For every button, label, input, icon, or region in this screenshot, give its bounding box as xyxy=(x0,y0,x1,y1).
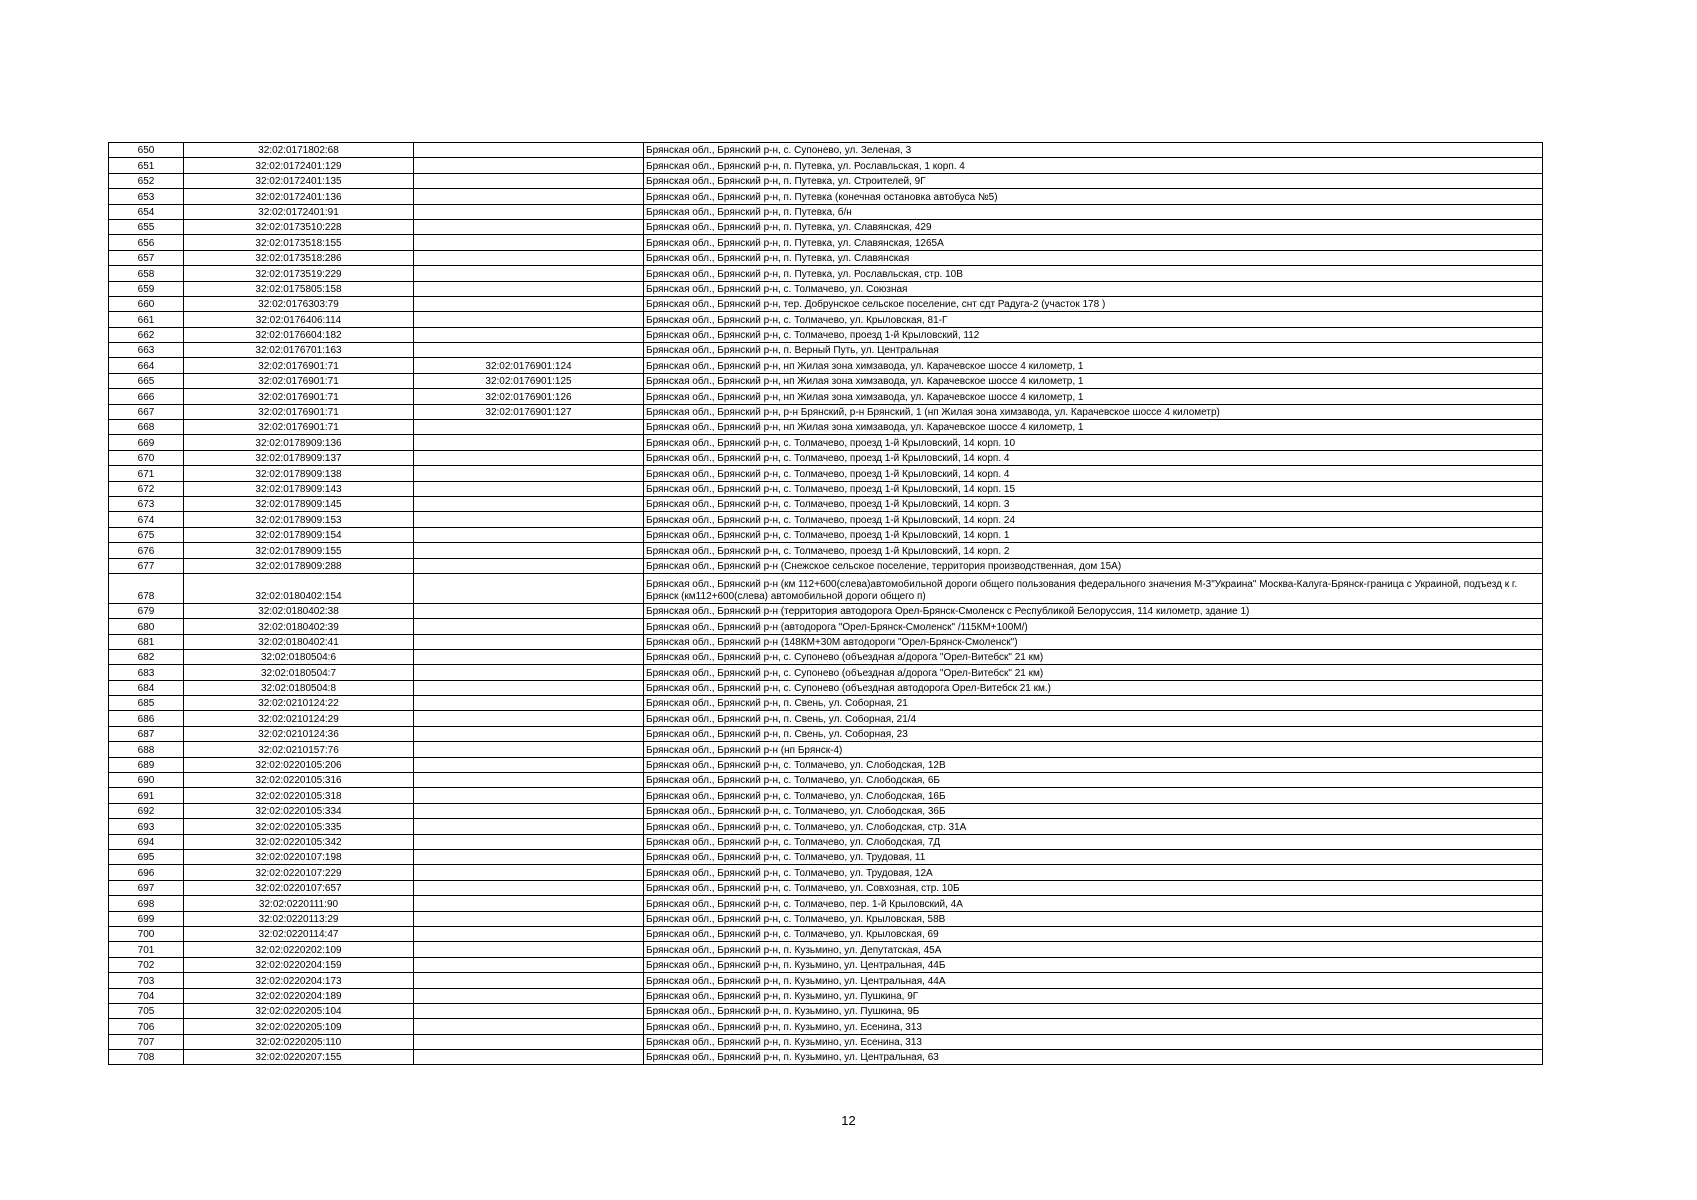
row-number-cell: 669 xyxy=(109,435,184,450)
row-number-cell: 670 xyxy=(109,450,184,465)
table-row xyxy=(109,742,1543,757)
sub-cadastral-number-cell xyxy=(414,143,644,158)
sub-cadastral-number-cell: 32:02:0176901:125 xyxy=(414,373,644,388)
table-row xyxy=(109,343,1543,358)
sub-cadastral-number-cell xyxy=(414,942,644,957)
cadastral-number-cell: 32:02:0176901:71 xyxy=(184,404,414,419)
address-cell: Брянская обл., Брянский р-н, п. Путевка, ул. Рославльская, стр. 10В xyxy=(644,266,1543,281)
sub-cadastral-number-cell xyxy=(414,312,644,327)
address-cell: Брянская обл., Брянский р-н, с. Толмачево, ул. Слободская, стр. 31А xyxy=(644,819,1543,834)
address-cell: Брянская обл., Брянский р-н, с. Супонево (объездная а/дорога "Орел-Витебск" 21 км) xyxy=(644,665,1543,680)
row-number-cell: 695 xyxy=(109,849,184,864)
cadastral-number-cell: 32:02:0178909:143 xyxy=(184,481,414,496)
cadastral-number-cell: 32:02:0220205:104 xyxy=(184,1003,414,1018)
table-row xyxy=(109,496,1543,511)
cadastral-number-cell: 32:02:0220105:316 xyxy=(184,773,414,788)
table-row xyxy=(109,573,1543,603)
address-cell: Брянская обл., Брянский р-н, с. Толмачево, ул. Трудовая, 11 xyxy=(644,849,1543,864)
address-cell: Брянская обл., Брянский р-н, нп Жилая зона химзавода, ул. Карачевское шоссе 4 километр, 1 xyxy=(644,373,1543,388)
cadastral-number-cell: 32:02:0220204:173 xyxy=(184,973,414,988)
address-cell: Брянская обл., Брянский р-н, п. Кузьмино, ул. Центральная, 44Б xyxy=(644,957,1543,972)
sub-cadastral-number-cell xyxy=(414,849,644,864)
table-row xyxy=(109,481,1543,496)
address-cell: Брянская обл., Брянский р-н, с. Толмачево, ул. Слободская, 6Б xyxy=(644,773,1543,788)
cadastral-number-cell: 32:02:0172401:129 xyxy=(184,158,414,173)
table-row xyxy=(109,896,1543,911)
row-number-cell: 655 xyxy=(109,219,184,234)
row-number-cell: 665 xyxy=(109,373,184,388)
cadastral-number-cell: 32:02:0220107:198 xyxy=(184,849,414,864)
table-row xyxy=(109,389,1543,404)
address-cell: Брянская обл., Брянский р-н, п. Путевка, ул. Рославльская, 1 корп. 4 xyxy=(644,158,1543,173)
cadastral-number-cell: 32:02:0176901:71 xyxy=(184,358,414,373)
row-number-cell: 699 xyxy=(109,911,184,926)
sub-cadastral-number-cell xyxy=(414,527,644,542)
sub-cadastral-number-cell xyxy=(414,496,644,511)
row-number-cell: 688 xyxy=(109,742,184,757)
address-cell: Брянская обл., Брянский р-н, п. Свень, ул. Соборная, 21 xyxy=(644,696,1543,711)
cadastral-number-cell: 32:02:0178909:154 xyxy=(184,527,414,542)
table-row xyxy=(109,680,1543,695)
address-cell: Брянская обл., Брянский р-н, п. Путевка, ул. Славянская xyxy=(644,250,1543,265)
row-number-cell: 687 xyxy=(109,726,184,741)
cadastral-number-cell: 32:02:0178909:136 xyxy=(184,435,414,450)
row-number-cell: 703 xyxy=(109,973,184,988)
cadastral-number-cell: 32:02:0172401:136 xyxy=(184,189,414,204)
cadastral-number-cell: 32:02:0220204:159 xyxy=(184,957,414,972)
row-number-cell: 691 xyxy=(109,788,184,803)
table-row xyxy=(109,957,1543,972)
sub-cadastral-number-cell xyxy=(414,296,644,311)
sub-cadastral-number-cell xyxy=(414,450,644,465)
table-row xyxy=(109,988,1543,1003)
cadastral-number-cell: 32:02:0172401:91 xyxy=(184,204,414,219)
table-row xyxy=(109,942,1543,957)
table-row xyxy=(109,189,1543,204)
address-cell: Брянская обл., Брянский р-н, нп Жилая зона химзавода, ул. Карачевское шоссе 4 километр, 1 xyxy=(644,358,1543,373)
sub-cadastral-number-cell xyxy=(414,696,644,711)
address-cell: Брянская обл., Брянский р-н, с. Толмачево, ул. Крыловская, 58В xyxy=(644,911,1543,926)
address-cell: Брянская обл., Брянский р-н, п. Путевка, ул. Славянская, 1265А xyxy=(644,235,1543,250)
table-row xyxy=(109,173,1543,188)
cadastral-number-cell: 32:02:0210157:76 xyxy=(184,742,414,757)
address-cell: Брянская обл., Брянский р-н, с. Толмачево, проезд 1-й Крыловский, 112 xyxy=(644,327,1543,342)
table-row xyxy=(109,865,1543,880)
sub-cadastral-number-cell xyxy=(414,235,644,250)
sub-cadastral-number-cell xyxy=(414,1019,644,1034)
cadastral-number-cell: 32:02:0173518:155 xyxy=(184,235,414,250)
table-row xyxy=(109,543,1543,558)
row-number-cell: 700 xyxy=(109,926,184,941)
sub-cadastral-number-cell xyxy=(414,281,644,296)
sub-cadastral-number-cell xyxy=(414,896,644,911)
sub-cadastral-number-cell xyxy=(414,158,644,173)
table-row xyxy=(109,696,1543,711)
sub-cadastral-number-cell xyxy=(414,1050,644,1065)
row-number-cell: 685 xyxy=(109,696,184,711)
row-number-cell: 651 xyxy=(109,158,184,173)
row-number-cell: 690 xyxy=(109,773,184,788)
address-cell: Брянская обл., Брянский р-н, п. Путевка, б/н xyxy=(644,204,1543,219)
sub-cadastral-number-cell: 32:02:0176901:126 xyxy=(414,389,644,404)
table-row xyxy=(109,158,1543,173)
sub-cadastral-number-cell xyxy=(414,911,644,926)
row-number-cell: 650 xyxy=(109,143,184,158)
row-number-cell: 706 xyxy=(109,1019,184,1034)
row-number-cell: 664 xyxy=(109,358,184,373)
address-cell: Брянская обл., Брянский р-н, п. Кузьмино, ул. Центральная, 44А xyxy=(644,973,1543,988)
row-number-cell: 672 xyxy=(109,481,184,496)
sub-cadastral-number-cell xyxy=(414,204,644,219)
cadastral-number-cell: 32:02:0180402:41 xyxy=(184,634,414,649)
address-cell: Брянская обл., Брянский р-н, с. Толмачево, проезд 1-й Крыловский, 14 корп. 4 xyxy=(644,450,1543,465)
address-cell: Брянская обл., Брянский р-н, п. Кузьмино, ул. Есенина, 313 xyxy=(644,1019,1543,1034)
cadastral-number-cell: 32:02:0220105:342 xyxy=(184,834,414,849)
cadastral-number-cell: 32:02:0210124:22 xyxy=(184,696,414,711)
address-cell: Брянская обл., Брянский р-н (нп Брянск-4) xyxy=(644,742,1543,757)
row-number-cell: 666 xyxy=(109,389,184,404)
table-row xyxy=(109,773,1543,788)
row-number-cell: 656 xyxy=(109,235,184,250)
row-number-cell: 708 xyxy=(109,1050,184,1065)
row-number-cell: 652 xyxy=(109,173,184,188)
address-cell: Брянская обл., Брянский р-н, п. Кузьмино, ул. Есенина, 313 xyxy=(644,1034,1543,1049)
address-cell: Брянская обл., Брянский р-н, п. Кузьмино, ул. Пушкина, 9Б xyxy=(644,1003,1543,1018)
sub-cadastral-number-cell xyxy=(414,726,644,741)
address-cell: Брянская обл., Брянский р-н, с. Супонево (объездная а/дорога "Орел-Витебск" 21 км) xyxy=(644,649,1543,664)
row-number-cell: 689 xyxy=(109,757,184,772)
sub-cadastral-number-cell xyxy=(414,173,644,188)
table-row xyxy=(109,1003,1543,1018)
address-cell: Брянская обл., Брянский р-н, с. Толмачево, проезд 1-й Крыловский, 14 корп. 2 xyxy=(644,543,1543,558)
sub-cadastral-number-cell xyxy=(414,543,644,558)
cadastral-number-cell: 32:02:0220105:335 xyxy=(184,819,414,834)
cadastral-number-cell: 32:02:0210124:29 xyxy=(184,711,414,726)
table-row xyxy=(109,757,1543,772)
address-cell: Брянская обл., Брянский р-н, с. Толмачево, ул. Слободская, 7Д xyxy=(644,834,1543,849)
table-row xyxy=(109,219,1543,234)
row-number-cell: 654 xyxy=(109,204,184,219)
sub-cadastral-number-cell xyxy=(414,926,644,941)
table-row xyxy=(109,726,1543,741)
sub-cadastral-number-cell xyxy=(414,327,644,342)
sub-cadastral-number-cell xyxy=(414,343,644,358)
row-number-cell: 701 xyxy=(109,942,184,957)
table-row xyxy=(109,973,1543,988)
table-row xyxy=(109,450,1543,465)
sub-cadastral-number-cell xyxy=(414,957,644,972)
cadastral-number-cell: 32:02:0176303:79 xyxy=(184,296,414,311)
cadastral-number-cell: 32:02:0220105:318 xyxy=(184,788,414,803)
sub-cadastral-number-cell xyxy=(414,819,644,834)
table-row xyxy=(109,788,1543,803)
row-number-cell: 682 xyxy=(109,649,184,664)
table-row xyxy=(109,619,1543,634)
cadastral-number-cell: 32:02:0180402:39 xyxy=(184,619,414,634)
cadastral-number-cell: 32:02:0173519:229 xyxy=(184,266,414,281)
address-cell: Брянская обл., Брянский р-н (148КМ+30М автодороги "Орел-Брянск-Смоленск") xyxy=(644,634,1543,649)
table-row xyxy=(109,512,1543,527)
row-number-cell: 659 xyxy=(109,281,184,296)
cadastral-number-cell: 32:02:0173518:286 xyxy=(184,250,414,265)
cadastral-number-cell: 32:02:0220105:206 xyxy=(184,757,414,772)
table-row xyxy=(109,1050,1543,1065)
sub-cadastral-number-cell xyxy=(414,420,644,435)
row-number-cell: 705 xyxy=(109,1003,184,1018)
row-number-cell: 667 xyxy=(109,404,184,419)
address-cell: Брянская обл., Брянский р-н (территория автодорога Орел-Брянск-Смоленск с Республикой Белоруссия, 114 километр, здание 1) xyxy=(644,603,1543,618)
address-cell: Брянская обл., Брянский р-н, с. Толмачево, ул. Совхозная, стр. 10Б xyxy=(644,880,1543,895)
row-number-cell: 668 xyxy=(109,420,184,435)
table-row xyxy=(109,880,1543,895)
row-number-cell: 697 xyxy=(109,880,184,895)
cadastral-number-cell: 32:02:0220105:334 xyxy=(184,803,414,818)
sub-cadastral-number-cell xyxy=(414,880,644,895)
address-cell: Брянская обл., Брянский р-н, с. Толмачево, проезд 1-й Крыловский, 14 корп. 4 xyxy=(644,466,1543,481)
address-cell: Брянская обл., Брянский р-н (автодорога "Орел-Брянск-Смоленск" /115КМ+100М/) xyxy=(644,619,1543,634)
cadastral-number-cell: 32:02:0178909:153 xyxy=(184,512,414,527)
sub-cadastral-number-cell xyxy=(414,788,644,803)
row-number-cell: 671 xyxy=(109,466,184,481)
table-row xyxy=(109,235,1543,250)
table-row xyxy=(109,803,1543,818)
sub-cadastral-number-cell: 32:02:0176901:127 xyxy=(414,404,644,419)
table-row xyxy=(109,250,1543,265)
sub-cadastral-number-cell xyxy=(414,481,644,496)
cadastral-number-cell: 32:02:0220113:29 xyxy=(184,911,414,926)
cadastral-number-cell: 32:02:0220204:189 xyxy=(184,988,414,1003)
address-cell: Брянская обл., Брянский р-н, с. Толмачево, ул. Крыловская, 69 xyxy=(644,926,1543,941)
table-row xyxy=(109,634,1543,649)
address-cell: Брянская обл., Брянский р-н, п. Кузьмино, ул. Депутатская, 45А xyxy=(644,942,1543,957)
table-row xyxy=(109,819,1543,834)
row-number-cell: 698 xyxy=(109,896,184,911)
address-cell: Брянская обл., Брянский р-н, с. Толмачево, ул. Союзная xyxy=(644,281,1543,296)
sub-cadastral-number-cell xyxy=(414,512,644,527)
address-cell: Брянская обл., Брянский р-н, п. Путевка (конечная остановка автобуса №5) xyxy=(644,189,1543,204)
cadastral-number-cell: 32:02:0178909:137 xyxy=(184,450,414,465)
address-cell: Брянская обл., Брянский р-н, с. Толмачево, проезд 1-й Крыловский, 14 корп. 3 xyxy=(644,496,1543,511)
cadastral-number-cell: 32:02:0176901:71 xyxy=(184,420,414,435)
sub-cadastral-number-cell xyxy=(414,865,644,880)
row-number-cell: 680 xyxy=(109,619,184,634)
row-number-cell: 658 xyxy=(109,266,184,281)
row-number-cell: 678 xyxy=(109,573,184,603)
cadastral-number-cell: 32:02:0180402:154 xyxy=(184,573,414,603)
cadastral-number-cell: 32:02:0220111:90 xyxy=(184,896,414,911)
sub-cadastral-number-cell xyxy=(414,773,644,788)
row-number-cell: 679 xyxy=(109,603,184,618)
row-number-cell: 677 xyxy=(109,558,184,573)
table-row xyxy=(109,527,1543,542)
table-row xyxy=(109,834,1543,849)
address-cell: Брянская обл., Брянский р-н, с. Толмачево, проезд 1-й Крыловский, 14 корп. 10 xyxy=(644,435,1543,450)
row-number-cell: 694 xyxy=(109,834,184,849)
cadastral-number-cell: 32:02:0178909:145 xyxy=(184,496,414,511)
row-number-cell: 653 xyxy=(109,189,184,204)
table-row xyxy=(109,665,1543,680)
address-cell: Брянская обл., Брянский р-н, п. Верный Путь, ул. Центральная xyxy=(644,343,1543,358)
address-cell: Брянская обл., Брянский р-н, р-н Брянский, р-н Брянский, 1 (нп Жилая зона химзавода, ул. Карачевское шоссе 4 километр) xyxy=(644,404,1543,419)
cadastral-number-cell: 32:02:0176901:71 xyxy=(184,373,414,388)
cadastral-number-cell: 32:02:0220107:657 xyxy=(184,880,414,895)
sub-cadastral-number-cell xyxy=(414,634,644,649)
table-row xyxy=(109,404,1543,419)
address-cell: Брянская обл., Брянский р-н, с. Толмачево, ул. Слободская, 16Б xyxy=(644,788,1543,803)
address-cell: Брянская обл., Брянский р-н, тер. Добрунское сельское поселение, снт сдт Радуга-2 (участок 178 ) xyxy=(644,296,1543,311)
cadastral-number-cell: 32:02:0220114:47 xyxy=(184,926,414,941)
cadastral-number-cell: 32:02:0178909:138 xyxy=(184,466,414,481)
address-cell: Брянская обл., Брянский р-н, п. Путевка, ул. Строителей, 9Г xyxy=(644,173,1543,188)
row-number-cell: 693 xyxy=(109,819,184,834)
row-number-cell: 704 xyxy=(109,988,184,1003)
cadastral-number-cell: 32:02:0178909:155 xyxy=(184,543,414,558)
sub-cadastral-number-cell xyxy=(414,1003,644,1018)
row-number-cell: 702 xyxy=(109,957,184,972)
cadastral-number-cell: 32:02:0180504:6 xyxy=(184,649,414,664)
cadastral-number-cell: 32:02:0175805:158 xyxy=(184,281,414,296)
sub-cadastral-number-cell xyxy=(414,219,644,234)
sub-cadastral-number-cell xyxy=(414,603,644,618)
table-row xyxy=(109,926,1543,941)
cadastral-number-cell: 32:02:0176406:114 xyxy=(184,312,414,327)
row-number-cell: 660 xyxy=(109,296,184,311)
row-number-cell: 674 xyxy=(109,512,184,527)
sub-cadastral-number-cell xyxy=(414,250,644,265)
address-cell: Брянская обл., Брянский р-н, с. Толмачево, ул. Слободская, 12В xyxy=(644,757,1543,772)
address-cell: Брянская обл., Брянский р-н, п. Путевка, ул. Славянская, 429 xyxy=(644,219,1543,234)
sub-cadastral-number-cell xyxy=(414,757,644,772)
row-number-cell: 696 xyxy=(109,865,184,880)
cadastral-number-cell: 32:02:0180504:7 xyxy=(184,665,414,680)
sub-cadastral-number-cell xyxy=(414,988,644,1003)
sub-cadastral-number-cell xyxy=(414,711,644,726)
row-number-cell: 657 xyxy=(109,250,184,265)
cadastral-number-cell: 32:02:0210124:36 xyxy=(184,726,414,741)
cadastral-number-cell: 32:02:0220205:109 xyxy=(184,1019,414,1034)
sub-cadastral-number-cell xyxy=(414,803,644,818)
table-row xyxy=(109,466,1543,481)
cadastral-number-cell: 32:02:0176604:182 xyxy=(184,327,414,342)
row-number-cell: 683 xyxy=(109,665,184,680)
row-number-cell: 676 xyxy=(109,543,184,558)
address-cell: Брянская обл., Брянский р-н, п. Кузьмино, ул. Пушкина, 9Г xyxy=(644,988,1543,1003)
address-cell: Брянская обл., Брянский р-н, п. Свень, ул. Соборная, 21/4 xyxy=(644,711,1543,726)
row-number-cell: 681 xyxy=(109,634,184,649)
sub-cadastral-number-cell xyxy=(414,1034,644,1049)
address-cell: Брянская обл., Брянский р-н, нп Жилая зона химзавода, ул. Карачевское шоссе 4 километр, 1 xyxy=(644,389,1543,404)
row-number-cell: 661 xyxy=(109,312,184,327)
table-row xyxy=(109,420,1543,435)
table-row xyxy=(109,649,1543,664)
sub-cadastral-number-cell xyxy=(414,649,644,664)
address-cell: Брянская обл., Брянский р-н, п. Свень, ул. Соборная, 23 xyxy=(644,726,1543,741)
cadastral-number-cell: 32:02:0171802:68 xyxy=(184,143,414,158)
address-cell: Брянская обл., Брянский р-н, с. Толмачево, проезд 1-й Крыловский, 14 корп. 1 xyxy=(644,527,1543,542)
page-number: 12 xyxy=(841,1113,856,1128)
row-number-cell: 662 xyxy=(109,327,184,342)
cadastral-number-cell: 32:02:0220107:229 xyxy=(184,865,414,880)
address-cell: Брянская обл., Брянский р-н, нп Жилая зона химзавода, ул. Карачевское шоссе 4 километр, 1 xyxy=(644,420,1543,435)
address-cell: Брянская обл., Брянский р-н, с. Супонево (объездная автодорога Орел-Витебск 21 км.) xyxy=(644,680,1543,695)
sub-cadastral-number-cell xyxy=(414,665,644,680)
table-row xyxy=(109,281,1543,296)
row-number-cell: 673 xyxy=(109,496,184,511)
address-cell: Брянская обл., Брянский р-н, с. Толмачево, проезд 1-й Крыловский, 14 корп. 24 xyxy=(644,512,1543,527)
cadastral-table xyxy=(108,142,1543,1065)
table-row xyxy=(109,312,1543,327)
table-row xyxy=(109,558,1543,573)
cadastral-number-cell: 32:02:0220205:110 xyxy=(184,1034,414,1049)
address-cell: Брянская обл., Брянский р-н (км 112+600(слева)автомобильной дороги общего пользования федерального значения М-3"Украина" Москва-Калуга-Брянск-граница с Украиной, подъезд к г. Брянск (км112+600(слева) автомобильной дороги общего п) xyxy=(644,573,1543,603)
cadastral-number-cell: 32:02:0172401:135 xyxy=(184,173,414,188)
table-row xyxy=(109,204,1543,219)
address-cell: Брянская обл., Брянский р-н, с. Толмачево, проезд 1-й Крыловский, 14 корп. 15 xyxy=(644,481,1543,496)
sub-cadastral-number-cell xyxy=(414,742,644,757)
table-row xyxy=(109,911,1543,926)
table-row xyxy=(109,327,1543,342)
address-cell: Брянская обл., Брянский р-н (Снежское сельское поселение, территория производственная, дом 15А) xyxy=(644,558,1543,573)
cadastral-number-cell: 32:02:0176901:71 xyxy=(184,389,414,404)
address-cell: Брянская обл., Брянский р-н, с. Толмачево, ул. Крыловская, 81-Г xyxy=(644,312,1543,327)
table-row xyxy=(109,849,1543,864)
cadastral-number-cell: 32:02:0178909:288 xyxy=(184,558,414,573)
sub-cadastral-number-cell xyxy=(414,189,644,204)
sub-cadastral-number-cell xyxy=(414,466,644,481)
cadastral-number-cell: 32:02:0180504:8 xyxy=(184,680,414,695)
row-number-cell: 675 xyxy=(109,527,184,542)
sub-cadastral-number-cell xyxy=(414,573,644,603)
table-row xyxy=(109,603,1543,618)
table-row xyxy=(109,358,1543,373)
sub-cadastral-number-cell xyxy=(414,435,644,450)
sub-cadastral-number-cell xyxy=(414,266,644,281)
cadastral-number-cell: 32:02:0173510:228 xyxy=(184,219,414,234)
row-number-cell: 663 xyxy=(109,343,184,358)
cadastral-number-cell: 32:02:0180402:38 xyxy=(184,603,414,618)
table-row xyxy=(109,435,1543,450)
sub-cadastral-number-cell xyxy=(414,558,644,573)
table-row xyxy=(109,373,1543,388)
cadastral-number-cell: 32:02:0176701:163 xyxy=(184,343,414,358)
row-number-cell: 684 xyxy=(109,680,184,695)
table-row xyxy=(109,1034,1543,1049)
address-cell: Брянская обл., Брянский р-н, с. Толмачево, пер. 1-й Крыловский, 4А xyxy=(644,896,1543,911)
table-body xyxy=(109,143,1543,1065)
sub-cadastral-number-cell xyxy=(414,834,644,849)
cadastral-number-cell: 32:02:0220202:109 xyxy=(184,942,414,957)
address-cell: Брянская обл., Брянский р-н, п. Кузьмино, ул. Центральная, 63 xyxy=(644,1050,1543,1065)
sub-cadastral-number-cell: 32:02:0176901:124 xyxy=(414,358,644,373)
table-row xyxy=(109,296,1543,311)
table-row xyxy=(109,143,1543,158)
row-number-cell: 686 xyxy=(109,711,184,726)
table-row xyxy=(109,711,1543,726)
cadastral-number-cell: 32:02:0220207:155 xyxy=(184,1050,414,1065)
row-number-cell: 707 xyxy=(109,1034,184,1049)
table-row xyxy=(109,1019,1543,1034)
table-row xyxy=(109,266,1543,281)
address-cell: Брянская обл., Брянский р-н, с. Супонево, ул. Зеленая, 3 xyxy=(644,143,1543,158)
address-cell: Брянская обл., Брянский р-н, с. Толмачево, ул. Трудовая, 12А xyxy=(644,865,1543,880)
address-cell: Брянская обл., Брянский р-н, с. Толмачево, ул. Слободская, 36Б xyxy=(644,803,1543,818)
sub-cadastral-number-cell xyxy=(414,680,644,695)
row-number-cell: 692 xyxy=(109,803,184,818)
sub-cadastral-number-cell xyxy=(414,973,644,988)
sub-cadastral-number-cell xyxy=(414,619,644,634)
